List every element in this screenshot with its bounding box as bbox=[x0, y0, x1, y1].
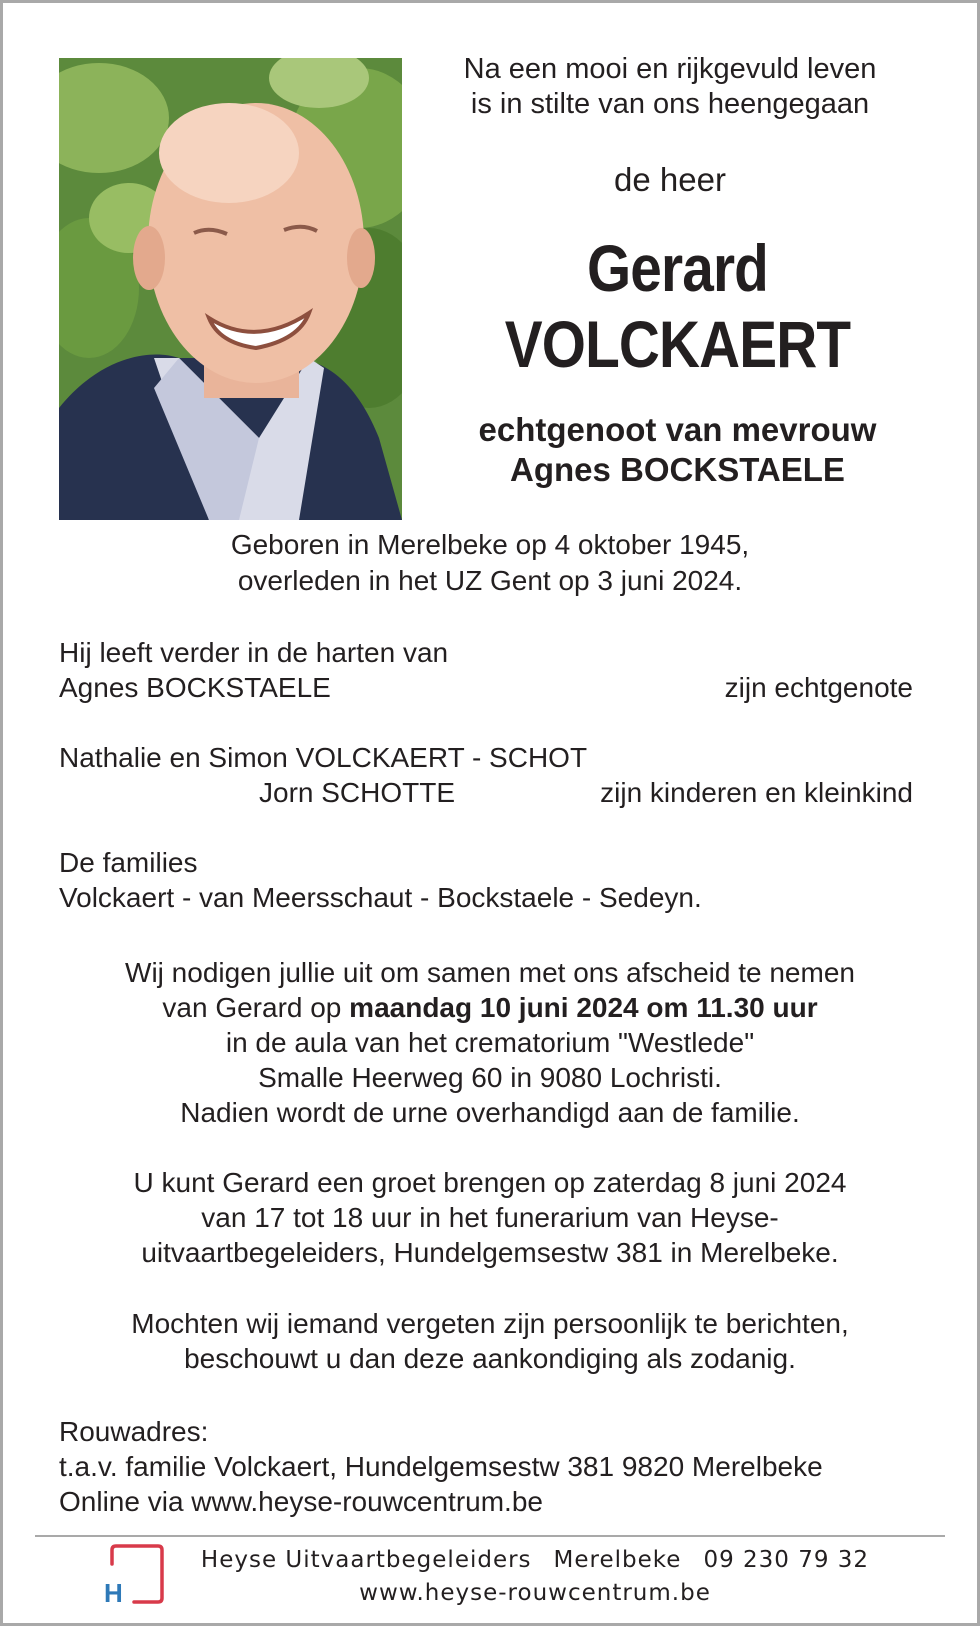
notification-line: beschouwt u dan deze aankondiging als zodanig. bbox=[184, 1343, 796, 1374]
ceremony-line: Nadien wordt de urne overhandigd aan de familie. bbox=[180, 1097, 800, 1128]
families-list: Volckaert - van Meersschaut - Bockstaele - Sedeyn. bbox=[59, 882, 702, 913]
visitation-line: uitvaartbegeleiders, Hundelgemsestw 381 in Merelbeke. bbox=[141, 1237, 839, 1268]
ceremony-date-line bbox=[40, 990, 940, 1025]
logo-letter: H bbox=[104, 1578, 123, 1606]
birth-line: Geboren in Merelbeke op 4 oktober 1945, bbox=[230, 529, 750, 560]
survivor-spouse-relation: zijn echtgenote bbox=[724, 672, 913, 703]
ceremony-line: Smalle Heerweg 60 in 9080 Lochristi. bbox=[258, 1062, 722, 1093]
intro-line: Na een mooi en rijkgevuld leven bbox=[463, 53, 877, 85]
visitation-line: van 17 tot 18 uur in het funerarium van Heyse- bbox=[201, 1202, 779, 1233]
survivor-grandchild: Jorn SCHOTTE bbox=[259, 777, 456, 808]
heyse-logo-icon bbox=[102, 1542, 166, 1606]
visitation-line: U kunt Gerard een groet brengen op zaterdag 8 juni 2024 bbox=[133, 1167, 847, 1198]
ceremony-block bbox=[40, 955, 940, 1130]
intro-line: is in stilte van ons heengegaan bbox=[470, 88, 870, 120]
address-label: Rouwadres: bbox=[59, 1416, 209, 1447]
footer-divider bbox=[35, 1535, 945, 1537]
notification-block bbox=[40, 1306, 940, 1376]
footer-company: Heyse Uitvaartbegeleiders bbox=[200, 1547, 532, 1573]
footer bbox=[185, 1544, 885, 1610]
intro-text bbox=[420, 52, 920, 122]
portrait-photo bbox=[59, 58, 402, 520]
address-line: t.a.v. familie Volckaert, Hundelgemsestw 381 9820 Merelbeke bbox=[59, 1451, 823, 1482]
death-line: overleden in het UZ Gent op 3 juni 2024. bbox=[237, 565, 743, 596]
first-name: Gerard bbox=[587, 231, 768, 305]
mourning-address bbox=[59, 1414, 939, 1519]
visitation-block bbox=[40, 1165, 940, 1270]
survivor-spouse-name: Agnes BOCKSTAELE bbox=[59, 672, 331, 703]
notification-line: Mochten wij iemand vergeten zijn persoonlijk te berichten, bbox=[131, 1308, 849, 1339]
footer-website: www.heyse-rouwcentrum.be bbox=[359, 1580, 711, 1606]
ceremony-date-prefix: van Gerard op bbox=[162, 992, 350, 1023]
address-online: Online via www.heyse-rouwcentrum.be bbox=[59, 1486, 543, 1517]
survivors-block bbox=[59, 635, 913, 915]
spouse-name: Agnes BOCKSTAELE bbox=[510, 451, 845, 488]
birth-death-block bbox=[40, 527, 940, 599]
spouse-relation: echtgenoot van mevrouw bbox=[478, 411, 877, 448]
survivor-children-relation: zijn kinderen en kleinkind bbox=[600, 777, 913, 808]
families-label: De families bbox=[59, 847, 198, 878]
ceremony-line: Wij nodigen jullie uit om samen met ons afscheid te nemen bbox=[125, 957, 855, 988]
footer-company-line bbox=[185, 1544, 885, 1577]
salutation: de heer bbox=[614, 161, 726, 198]
ceremony-date: maandag 10 juni 2024 om 11.30 uur bbox=[349, 992, 818, 1023]
deceased-name bbox=[456, 230, 899, 382]
survivors-intro: Hij leeft verder in de harten van bbox=[59, 637, 449, 668]
last-name: VOLCKAERT bbox=[504, 307, 851, 381]
spouse-block bbox=[420, 410, 935, 490]
footer-phone: 09 230 79 32 bbox=[703, 1547, 870, 1573]
survivor-children: Nathalie en Simon VOLCKAERT - SCHOT bbox=[59, 742, 588, 773]
footer-city: Merelbeke bbox=[553, 1547, 682, 1573]
ceremony-line: in de aula van het crematorium "Westlede" bbox=[225, 1027, 755, 1058]
